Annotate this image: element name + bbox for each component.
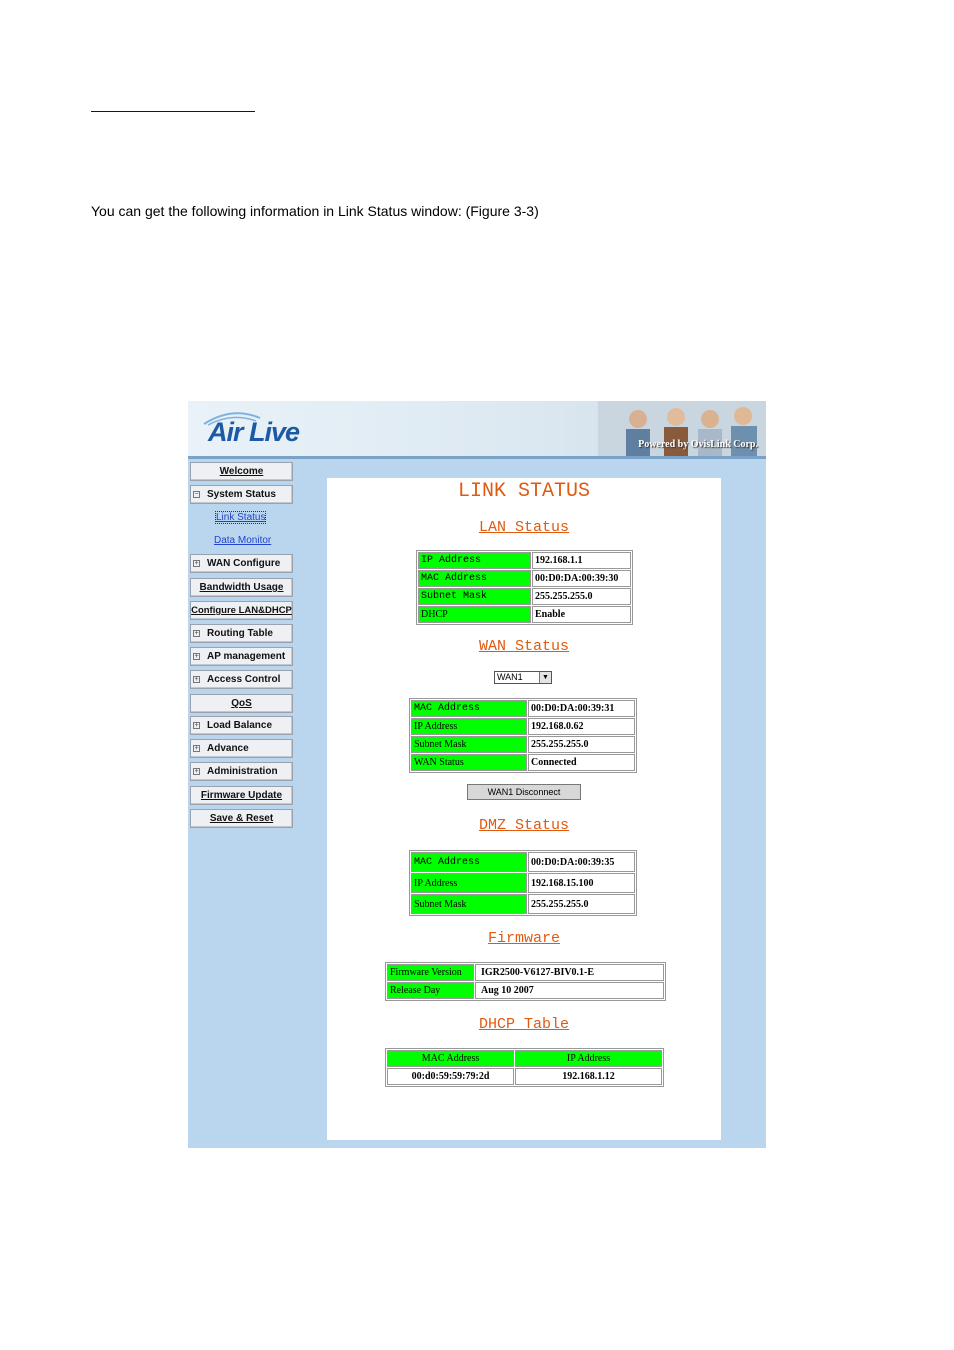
expand-icon[interactable]: +	[194, 745, 199, 752]
row-label: MAC Address	[411, 852, 527, 872]
row-value: 192.168.15.100	[528, 873, 635, 893]
table-row	[418, 552, 631, 569]
table-row	[418, 588, 631, 605]
wan-select-dropdown[interactable]	[494, 671, 552, 684]
intro-text: You can get the following information in Link Status window: (Figure 3-3)	[91, 203, 539, 219]
row-value: 192.168.1.1	[532, 552, 631, 569]
dmz-status-table	[409, 850, 637, 916]
table-row	[411, 718, 635, 735]
expand-icon[interactable]: +	[194, 630, 199, 637]
dhcp-table-heading: DHCP Table	[478, 1016, 569, 1033]
nav-label: Routing Table	[207, 628, 273, 639]
nav-load-balance-button[interactable]	[190, 716, 293, 735]
nav-data-monitor-link[interactable]: Data Monitor	[214, 535, 272, 546]
nav-label: Configure LAN&DHCP	[191, 605, 292, 616]
expand-icon[interactable]: +	[194, 560, 199, 567]
nav-ap-management-button[interactable]	[190, 647, 293, 666]
expand-icon[interactable]: +	[194, 676, 199, 683]
table-row	[411, 736, 635, 753]
lan-status-table	[416, 550, 633, 625]
nav-label: Administration	[207, 766, 278, 777]
row-value: 00:D0:DA:00:39:30	[532, 570, 631, 587]
nav-qos-button[interactable]	[190, 694, 293, 713]
nav-label: Load Balance	[207, 720, 273, 731]
lan-status-heading: LAN Status	[478, 519, 569, 536]
router-ui-screenshot	[188, 401, 766, 1148]
table-row	[411, 894, 635, 914]
row-value: Connected	[528, 754, 635, 771]
banner	[188, 401, 766, 457]
row-label: WAN Status	[411, 754, 527, 771]
row-label: IP Address	[411, 873, 527, 893]
nav-configure-lan-dhcp-button[interactable]	[190, 601, 293, 620]
table-row	[411, 873, 635, 893]
firmware-heading: Firmware	[487, 930, 560, 947]
nav-advance-button[interactable]	[190, 739, 293, 758]
expand-icon[interactable]: +	[194, 653, 199, 660]
wan-disconnect-button[interactable]: WAN1 Disconnect	[467, 784, 581, 800]
row-label: IP Address	[418, 552, 531, 569]
dmz-status-heading: DMZ Status	[478, 817, 569, 834]
nav-label: Firmware Update	[200, 790, 283, 801]
nav-label: AP management	[207, 651, 286, 662]
collapse-icon[interactable]: −	[194, 491, 199, 498]
row-label: IP Address	[411, 718, 527, 735]
firmware-table	[385, 962, 666, 1001]
nav-welcome-button[interactable]	[190, 462, 293, 481]
nav-label: Save & Reset	[209, 813, 274, 824]
document-link-underline[interactable]	[91, 111, 255, 112]
nav-label: Advance	[207, 743, 249, 754]
nav-access-control-button[interactable]	[190, 670, 293, 689]
table-row	[387, 982, 664, 999]
main-panel	[327, 478, 721, 1140]
row-value: Enable	[532, 606, 631, 623]
nav-link-status-link[interactable]: Link Status	[216, 512, 266, 523]
row-value: 192.168.0.62	[528, 718, 635, 735]
expand-icon[interactable]: +	[194, 768, 199, 775]
nav-label: QoS	[231, 698, 252, 709]
row-label: MAC Address	[411, 700, 527, 717]
banner-divider	[188, 456, 766, 459]
row-value: Aug 10 2007	[475, 982, 664, 999]
powered-by-text: Powered by OvisLink Corp.	[638, 439, 758, 450]
row-label: Release Day	[387, 982, 474, 999]
table-row	[418, 570, 631, 587]
nav-label: Access Control	[207, 674, 281, 685]
dhcp-ip-cell: 192.168.1.12	[515, 1068, 662, 1085]
dhcp-table	[385, 1048, 664, 1087]
column-header: IP Address	[515, 1050, 662, 1067]
nav-routing-table-button[interactable]	[190, 624, 293, 643]
table-row	[411, 754, 635, 771]
row-value: 00:D0:DA:00:39:35	[528, 852, 635, 872]
table-row	[387, 964, 664, 981]
nav-label: Welcome	[219, 466, 264, 477]
nav-label: Bandwidth Usage	[199, 582, 284, 593]
dhcp-mac-cell: 00:d0:59:59:79:2d	[387, 1068, 514, 1085]
wan-status-heading: WAN Status	[478, 638, 569, 655]
row-label: Subnet Mask	[411, 736, 527, 753]
row-value: IGR2500-V6127-BIV0.1-E	[475, 964, 664, 981]
nav-system-status-button[interactable]	[190, 485, 293, 504]
wan-select-value: WAN1	[497, 672, 523, 682]
wan-status-table	[409, 698, 637, 773]
row-value: 255.255.255.0	[532, 588, 631, 605]
nav-bandwidth-usage-button[interactable]	[190, 578, 293, 597]
nav-save-reset-button[interactable]	[190, 809, 293, 828]
table-row	[387, 1068, 662, 1085]
row-label: Subnet Mask	[411, 894, 527, 914]
airlive-logo: Air Live	[208, 417, 300, 447]
table-row	[418, 606, 631, 623]
column-header: MAC Address	[387, 1050, 514, 1067]
row-label: MAC Address	[418, 570, 531, 587]
nav-firmware-update-button[interactable]	[190, 786, 293, 805]
row-value: 255.255.255.0	[528, 894, 635, 914]
row-value: 255.255.255.0	[528, 736, 635, 753]
table-row	[411, 852, 635, 872]
nav-administration-button[interactable]	[190, 762, 293, 781]
row-label: Firmware Version	[387, 964, 474, 981]
chevron-down-icon[interactable]: ▼	[539, 672, 551, 683]
table-header-row	[387, 1050, 662, 1067]
nav-label: WAN Configure	[207, 558, 281, 569]
row-label: Subnet Mask	[418, 588, 531, 605]
expand-icon[interactable]: +	[194, 722, 199, 729]
row-value: 00:D0:DA:00:39:31	[528, 700, 635, 717]
table-row	[411, 700, 635, 717]
nav-label: System Status	[207, 489, 276, 500]
row-label: DHCP	[418, 606, 531, 623]
nav-wan-configure-button[interactable]	[190, 554, 293, 573]
page-title: LINK STATUS	[457, 480, 591, 503]
